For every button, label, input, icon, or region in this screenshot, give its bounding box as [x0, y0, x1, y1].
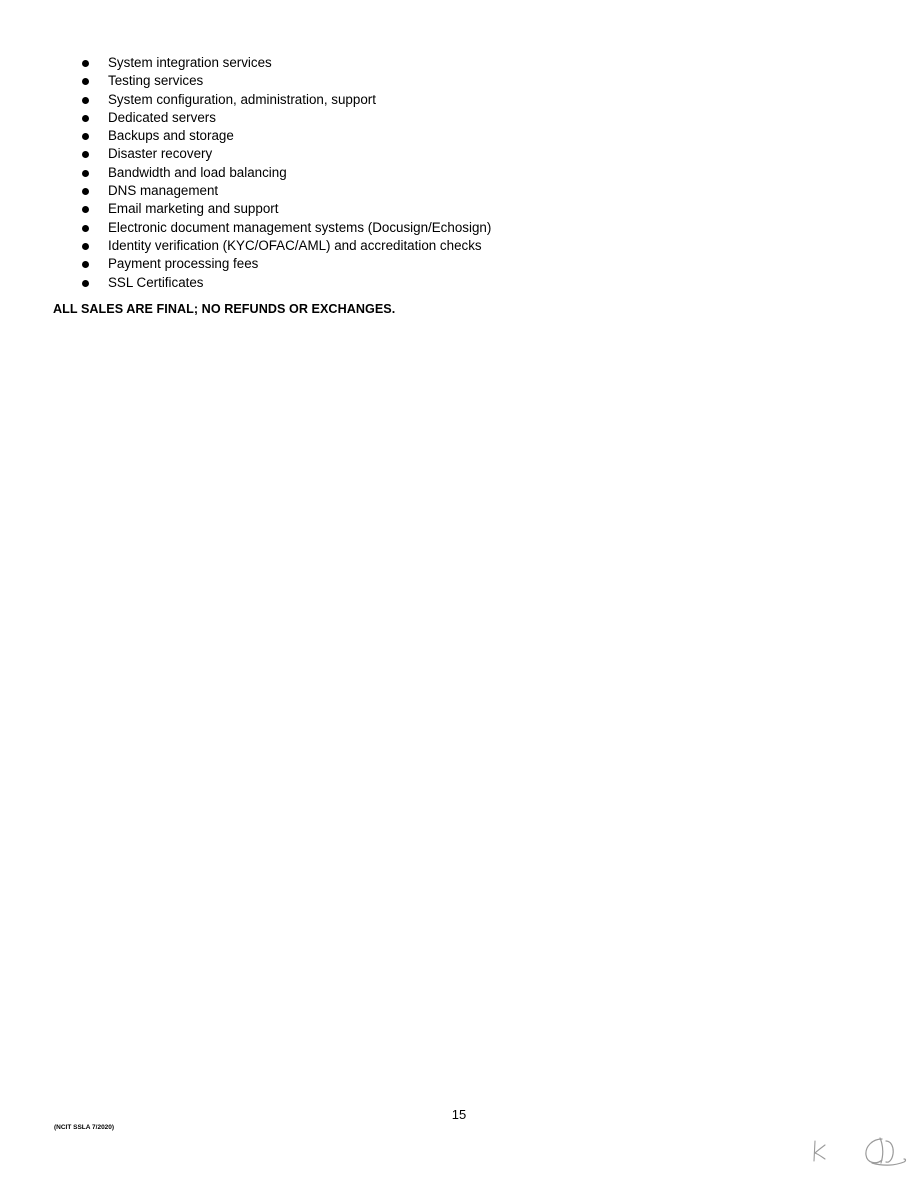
bullet-icon [82, 243, 89, 250]
bullet-icon [82, 206, 89, 213]
list-item-text: Payment processing fees [108, 256, 259, 272]
bullet-icon [82, 151, 89, 158]
bullet-icon [82, 261, 89, 268]
list-item-text: Dedicated servers [108, 109, 216, 125]
initials-jl-signature [860, 1133, 910, 1169]
bullet-icon [82, 133, 89, 140]
list-item-text: SSL Certificates [108, 274, 204, 290]
list-item-text: Identity verification (KYC/OFAC/AML) and accreditation checks [108, 237, 482, 253]
bullet-icon [82, 60, 89, 67]
list-item-text: DNS management [108, 183, 219, 199]
final-sales-notice: ALL SALES ARE FINAL; NO REFUNDS OR EXCHANGES. [53, 302, 396, 316]
list-item-text: Disaster recovery [108, 146, 213, 162]
bullet-icon [82, 170, 89, 177]
list-item-text: System integration services [108, 55, 272, 70]
list-item-text: Bandwidth and load balancing [108, 164, 287, 180]
bullet-icon [82, 225, 89, 232]
page-number: 15 [451, 1107, 467, 1122]
bullet-icon [82, 115, 89, 122]
bullet-icon [82, 78, 89, 85]
list-item-text: Electronic document management systems (Docusign/Echosign) [108, 219, 492, 235]
bullet-icon [82, 97, 89, 104]
list-item-text: Backups and storage [108, 128, 234, 144]
list-item-text: Testing services [108, 73, 204, 89]
initials-k-signature [808, 1137, 832, 1165]
bullet-icon [82, 188, 89, 195]
bullet-icon [82, 280, 89, 287]
list-item-text: System configuration, administration, support [108, 91, 376, 107]
list-item-text: Email marketing and support [108, 201, 279, 217]
document-code: (NCIT SSLA 7/2020) [54, 1124, 115, 1131]
